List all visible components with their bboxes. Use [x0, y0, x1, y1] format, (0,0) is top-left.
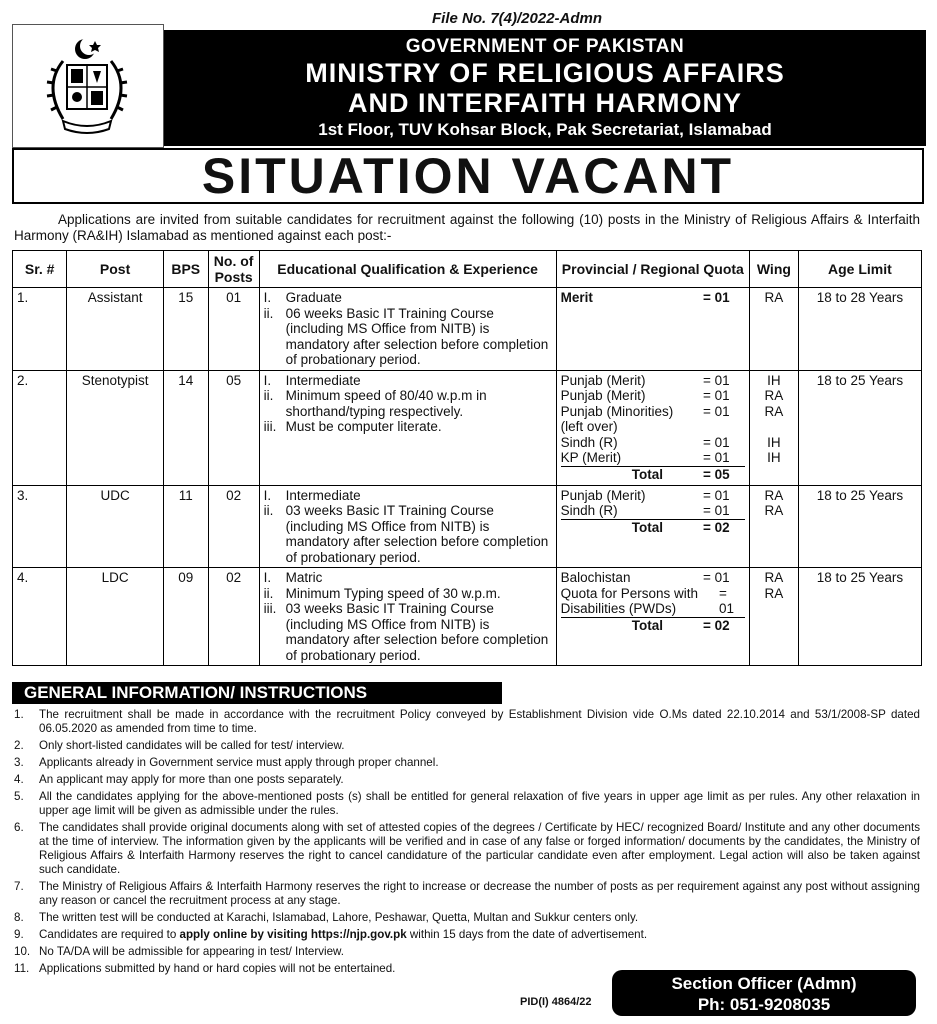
qualification-text: Matric — [285, 570, 323, 585]
instruction-text: Applications submitted by hand or hard copies will not be entertained. — [39, 962, 396, 975]
instruction-num: 11. — [14, 962, 30, 975]
quota-value: = 01 — [702, 570, 730, 585]
cell-quota — [556, 485, 749, 568]
col-sr: Sr. # — [13, 251, 67, 288]
qualification-item — [264, 290, 552, 306]
file-number: File No. 7(4)/2022-Admn — [432, 10, 603, 27]
general-info-heading: GENERAL INFORMATION/ INSTRUCTIONS — [12, 682, 502, 704]
cell-no-posts: 02 — [208, 568, 259, 666]
instruction-num: 4. — [14, 773, 24, 786]
quota-name: Balochistan — [560, 570, 631, 585]
quota-line — [561, 570, 745, 586]
cell-no-posts: 02 — [208, 485, 259, 568]
wing-value: IH — [767, 434, 781, 450]
quota-value — [703, 419, 745, 435]
instruction-num: 6. — [14, 821, 24, 834]
quota-value: = 01 — [702, 487, 730, 503]
qualification-item — [264, 601, 552, 663]
qualification-text: 03 weeks Basic IT Training Course (including MS Office from NITB) is mandatory after selection before completion of probationary period. — [285, 503, 549, 565]
col-age: Age Limit — [798, 251, 921, 288]
cell-qualification — [259, 288, 556, 371]
cell-quota — [556, 568, 749, 666]
officer-box — [612, 970, 916, 1016]
quota-line — [561, 290, 745, 306]
qualification-item — [264, 306, 552, 368]
cell-post: LDC — [67, 568, 164, 666]
quota-value: = 01 — [702, 372, 730, 388]
quota-line — [561, 388, 745, 404]
qualification-num: ii. — [263, 388, 274, 403]
quota-total-value: = 02 — [702, 519, 730, 535]
qualification-text: Graduate — [285, 290, 342, 305]
cell-bps: 11 — [163, 485, 208, 568]
instruction-num: 7. — [14, 880, 24, 893]
cell-sr: 3. — [13, 485, 67, 568]
header — [12, 6, 926, 146]
instruction-text-post: within 15 days from the date of advertisement. — [406, 928, 648, 941]
quota-value: = 01 — [719, 585, 735, 616]
general-info-list — [14, 708, 920, 979]
instruction-num: 9. — [14, 928, 24, 941]
quota-line — [561, 450, 745, 466]
instruction-item — [14, 790, 920, 818]
quota-value: = 01 — [702, 503, 730, 518]
cell-wing — [749, 568, 798, 666]
instruction-num: 1. — [14, 708, 24, 721]
table-row — [13, 485, 922, 568]
cell-age: 18 to 25 Years — [798, 370, 921, 485]
instruction-item — [14, 773, 920, 787]
qualification-item — [264, 570, 552, 586]
instruction-text: An applicant may apply for more than one posts separately. — [39, 773, 344, 786]
cell-sr: 1. — [13, 288, 67, 371]
wing-value: IH — [767, 450, 781, 465]
instruction-num: 3. — [14, 756, 24, 769]
quota-name: Merit — [560, 290, 593, 305]
quota-name: Sindh (R) — [560, 434, 618, 450]
ministry-address: 1st Floor, TUV Kohsar Block, Pak Secretariat, Islamabad — [318, 120, 772, 139]
instruction-text: The Ministry of Religious Affairs & Interfaith Harmony reserves the right to increase or decrease the number of posts as per requirement against any post without assigning any reason or cancel the recruitment process at any stage. — [39, 880, 920, 907]
pid-number: PID(I) 4864/22 — [520, 996, 592, 1008]
wing-value: RA — [764, 290, 784, 305]
qualification-num: ii. — [263, 585, 274, 601]
posts-table — [12, 250, 922, 666]
qualification-num: iii. — [263, 601, 277, 616]
quota-total — [561, 617, 745, 634]
instruction-text: Applicants already in Government service must apply through proper channel. — [39, 756, 439, 769]
instruction-num: 5. — [14, 790, 24, 803]
quota-total — [561, 466, 745, 483]
wing-value: RA — [764, 570, 784, 585]
instruction-num: 2. — [14, 739, 24, 752]
quota-value: = 01 — [702, 388, 730, 403]
qualification-num: I. — [263, 570, 272, 585]
cell-wing — [749, 370, 798, 485]
instruction-item — [14, 708, 920, 736]
cell-sr: 2. — [13, 370, 67, 485]
cell-age: 18 to 25 Years — [798, 485, 921, 568]
wing-value — [754, 419, 794, 435]
col-no-posts: No. of Posts — [208, 251, 259, 288]
quota-name: KP (Merit) — [560, 450, 622, 465]
quota-name: Punjab (Merit) — [560, 487, 646, 503]
quota-line — [561, 373, 745, 389]
cell-bps: 15 — [163, 288, 208, 371]
cell-no-posts: 01 — [208, 288, 259, 371]
quota-value: = 01 — [702, 290, 730, 305]
wing-value: RA — [764, 388, 784, 403]
qualification-num: I. — [263, 372, 272, 388]
title-box — [12, 148, 924, 204]
instruction-text: The candidates shall provide original documents along with set of attested copies of the degrees / Certificate by HEC/ recognized Board/ Institute and any other documents at the time of interview. The information given by the applicants will be verified and in case of any false or forged information/ documents by the candidates, the Ministry of Religious Affairs & Interfaith Harmony reserves the right to cancel candidature of the particular candidate even after employment. Legal action will also be taken against such candidate. — [39, 821, 920, 876]
col-post: Post — [67, 251, 164, 288]
cell-no-posts: 05 — [208, 370, 259, 485]
col-wing: Wing — [749, 251, 798, 288]
quota-line — [561, 503, 745, 519]
table-row — [13, 288, 922, 371]
instruction-num: 10. — [14, 945, 31, 958]
table-row — [13, 568, 922, 666]
qualification-num: ii. — [263, 305, 274, 321]
col-bps: BPS — [163, 251, 208, 288]
cell-post: Assistant — [67, 288, 164, 371]
header-text — [164, 30, 926, 146]
ministry-name-line1: MINISTRY OF RELIGIOUS AFFAIRS — [305, 58, 785, 88]
officer-title: Section Officer (Admn) — [671, 974, 857, 993]
quota-total — [561, 519, 745, 536]
cell-wing — [749, 288, 798, 371]
cell-wing — [749, 485, 798, 568]
qualification-text: Minimum Typing speed of 30 w.p.m. — [285, 585, 501, 601]
instruction-text: Only short-listed candidates will be called for test/ interview. — [39, 739, 345, 752]
quota-name: (left over) — [560, 419, 618, 434]
qualification-num: iii. — [263, 419, 277, 434]
quota-line — [561, 435, 745, 451]
qualification-text: Intermediate — [285, 372, 361, 388]
cell-age: 18 to 28 Years — [798, 288, 921, 371]
cell-quota — [556, 370, 749, 485]
qualification-text: Minimum speed of 80/40 w.p.m in shorthand/typing respectively. — [285, 388, 487, 419]
quota-name: Punjab (Merit) — [560, 372, 646, 388]
quota-name: Sindh (R) — [560, 503, 618, 518]
instruction-item — [14, 756, 920, 770]
table-row — [13, 370, 922, 485]
quota-total-label: Total — [631, 617, 663, 633]
qualification-item — [264, 419, 552, 435]
instruction-item — [14, 928, 920, 942]
wing-value: RA — [764, 503, 784, 518]
instruction-item — [14, 945, 920, 959]
quota-line — [561, 419, 745, 435]
instruction-item — [14, 739, 920, 753]
quota-line — [561, 586, 745, 617]
cell-sr: 4. — [13, 568, 67, 666]
njp-link[interactable]: apply online by visiting https://njp.gov.pk — [179, 928, 407, 941]
state-emblem — [12, 24, 164, 148]
cell-quota — [556, 288, 749, 371]
wing-value: RA — [764, 585, 784, 601]
cell-age: 18 to 25 Years — [798, 568, 921, 666]
instruction-text: All the candidates applying for the above-mentioned posts (s) shall be entitled for general relaxation of five years in upper age limit as per rules. Any other relaxation in upper age limit will be given as admissible under the rules. — [39, 790, 920, 817]
instruction-text-pre: Candidates are required to — [39, 928, 180, 941]
state-emblem-icon — [23, 31, 153, 141]
qualification-item — [264, 503, 552, 565]
qualification-text: Intermediate — [285, 487, 361, 503]
cell-post: UDC — [67, 485, 164, 568]
cell-bps: 14 — [163, 370, 208, 485]
instruction-item — [14, 880, 920, 908]
instruction-text: No TA/DA will be admissible for appearing in test/ Interview. — [39, 945, 345, 958]
qualification-item — [264, 488, 552, 504]
officer-phone: Ph: 051-9208035 — [697, 995, 831, 1014]
instruction-num: 8. — [14, 911, 24, 924]
quota-name: Punjab (Merit) — [560, 388, 646, 403]
instruction-text: The written test will be conducted at Karachi, Islamabad, Lahore, Peshawar, Quetta, Multan and Sukkur centers only. — [39, 911, 639, 924]
cell-bps: 09 — [163, 568, 208, 666]
quota-line — [561, 404, 745, 420]
qualification-text: Must be computer literate. — [285, 419, 442, 434]
quota-total-label: Total — [631, 519, 663, 535]
quota-name: Punjab (Minorities) — [560, 403, 674, 419]
instruction-text — [39, 928, 920, 942]
cell-qualification — [259, 485, 556, 568]
quota-value: = 01 — [702, 434, 730, 450]
quota-total-value: = 02 — [702, 617, 730, 633]
instruction-item — [14, 911, 920, 925]
quota-total-label: Total — [631, 466, 663, 482]
ministry-name-line2: AND INTERFAITH HARMONY — [348, 88, 742, 118]
cell-qualification — [259, 370, 556, 485]
table-header-row — [13, 251, 922, 288]
qualification-text: 03 weeks Basic IT Training Course (including MS Office from NITB) is mandatory after selection before completion of probationary period. — [285, 601, 549, 663]
col-quota: Provincial / Regional Quota — [556, 251, 749, 288]
qualification-text: 06 weeks Basic IT Training Course (including MS Office from NITB) is mandatory after selection before completion of probationary period. — [285, 305, 549, 367]
cell-post: Stenotypist — [67, 370, 164, 485]
wing-value: RA — [764, 487, 784, 503]
wing-value: RA — [764, 403, 784, 419]
instruction-text: The recruitment shall be made in accordance with the recruitment Policy conveyed by Establishment Division vide O.Ms dated 22.10.2014 and 53/1/2008-SP dated 06.05.2020 as amended from time to time. — [39, 708, 920, 735]
quota-name: Quota for Persons with Disabilities (PWDs) — [560, 585, 698, 616]
qualification-item — [264, 586, 552, 602]
cell-qualification — [259, 568, 556, 666]
quota-line — [561, 488, 745, 504]
qualification-num: I. — [263, 487, 272, 503]
qualification-item — [264, 388, 552, 419]
qualification-num: I. — [263, 290, 272, 305]
government-name: GOVERNMENT OF PAKISTAN — [405, 36, 685, 57]
wing-value: IH — [767, 372, 781, 388]
quota-value: = 01 — [702, 403, 730, 419]
intro-paragraph: Applications are invited from suitable candidates for recruitment against the following (10) posts in the Ministry of Religious Affairs & Interfaith Harmony (RA&IH) Islamabad as mentioned against each post:- — [14, 212, 920, 243]
instruction-item — [14, 821, 920, 877]
quota-total-value: = 05 — [702, 466, 730, 482]
ad-title: SITUATION VACANT — [201, 148, 735, 204]
qualification-num: ii. — [263, 503, 274, 518]
qualification-item — [264, 373, 552, 389]
quota-value: = 01 — [702, 450, 730, 465]
col-education: Educational Qualification & Experience — [259, 251, 556, 288]
